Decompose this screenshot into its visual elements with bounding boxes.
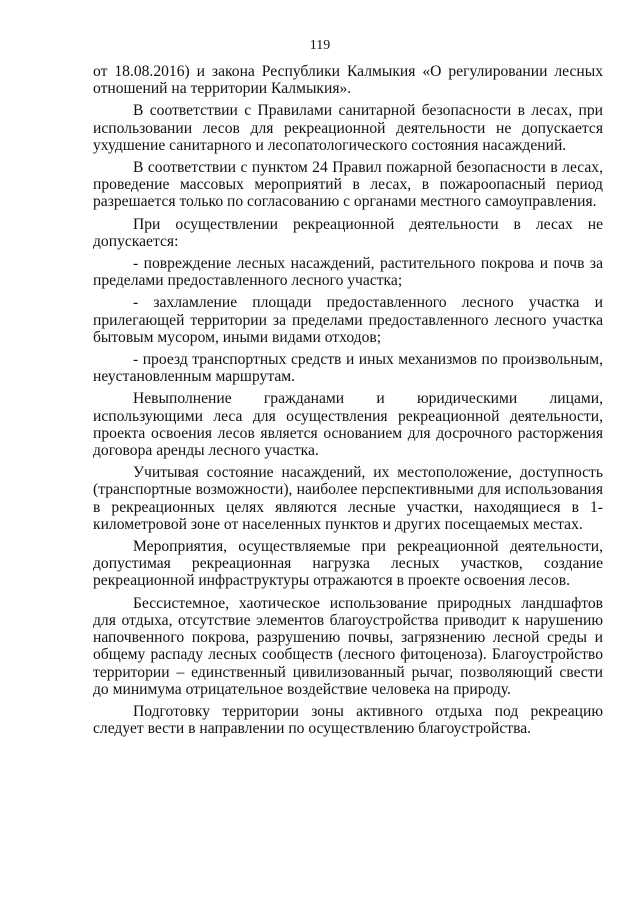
page-body <box>93 63 603 742</box>
paragraph-fire-rules: В соответствии с пунктом 24 Правил пожарной безопасности в лесах, проведение массовых мероприятий в лесах, в пожароопасный период разрешается только по согласованию с органами местного самоуправления. <box>93 159 603 211</box>
paragraph-promising-plots: Учитывая состояние насаждений, их местоположение, доступность (транспортные возможности), наиболее перспективными для использования в рекреационных целях являются лесные участки, находящиеся в 1-километровой зоне от населенных пунктов и других посещаемых местах. <box>93 464 603 533</box>
paragraph-continuation: от 18.08.2016) и закона Республики Калмыкия «О регулировании лесных отношений на территории Калмыкия». <box>93 63 603 98</box>
paragraph-activities: Мероприятия, осуществляемые при рекреационной деятельности, допустимая рекреационная нагрузка лесных участков, создание рекреационной инфраструктуры отражаются в проекте освоения лесов. <box>93 538 603 590</box>
paragraph-prohibitions-intro: При осуществлении рекреационной деятельности в лесах не допускается: <box>93 215 603 250</box>
list-item-damage: - повреждение лесных насаждений, растительного покрова и почв за пределами предоставленного лесного участка; <box>93 255 603 290</box>
paragraph-landscaping: Бессистемное, хаотическое использование природных ландшафтов для отдыха, отсутствие элементов благоустройства приводит к нарушению напочвенного покрова, разрушению почвы, загрязнению лесной среды и общему распаду лесных сообществ (лесного фитоценоза). Благоустройство территории – единственный цивилизованный рычаг, позволяющий свести до минимума отрицательное воздействие человека на природу. <box>93 594 603 698</box>
paragraph-lease-termination: Невыполнение гражданами и юридическими лицами, использующими леса для осуществления рекреационной деятельности, проекта освоения лесов является основанием для досрочного расторжения договора аренды лесного участка. <box>93 390 603 460</box>
paragraph-sanitary-rules: В соответствии с Правилами санитарной безопасности в лесах, при использовании лесов для рекреационной деятельности не допускается ухудшение санитарного и лесопатологического состояния насаждений. <box>93 102 603 154</box>
list-item-littering: - захламление площади предоставленного лесного участка и прилегающей территории за пределами предоставленного лесного участка бытовым мусором, иными видами отходов; <box>93 294 603 346</box>
paragraph-preparation: Подготовку территории зоны активного отдыха под рекреацию следует вести в направлении по осуществлению благоустройства. <box>93 702 603 738</box>
page-number: 119 <box>309 38 331 53</box>
list-item-vehicles: - проезд транспортных средств и иных механизмов по произвольным, неустановленным маршрутам. <box>93 351 603 386</box>
